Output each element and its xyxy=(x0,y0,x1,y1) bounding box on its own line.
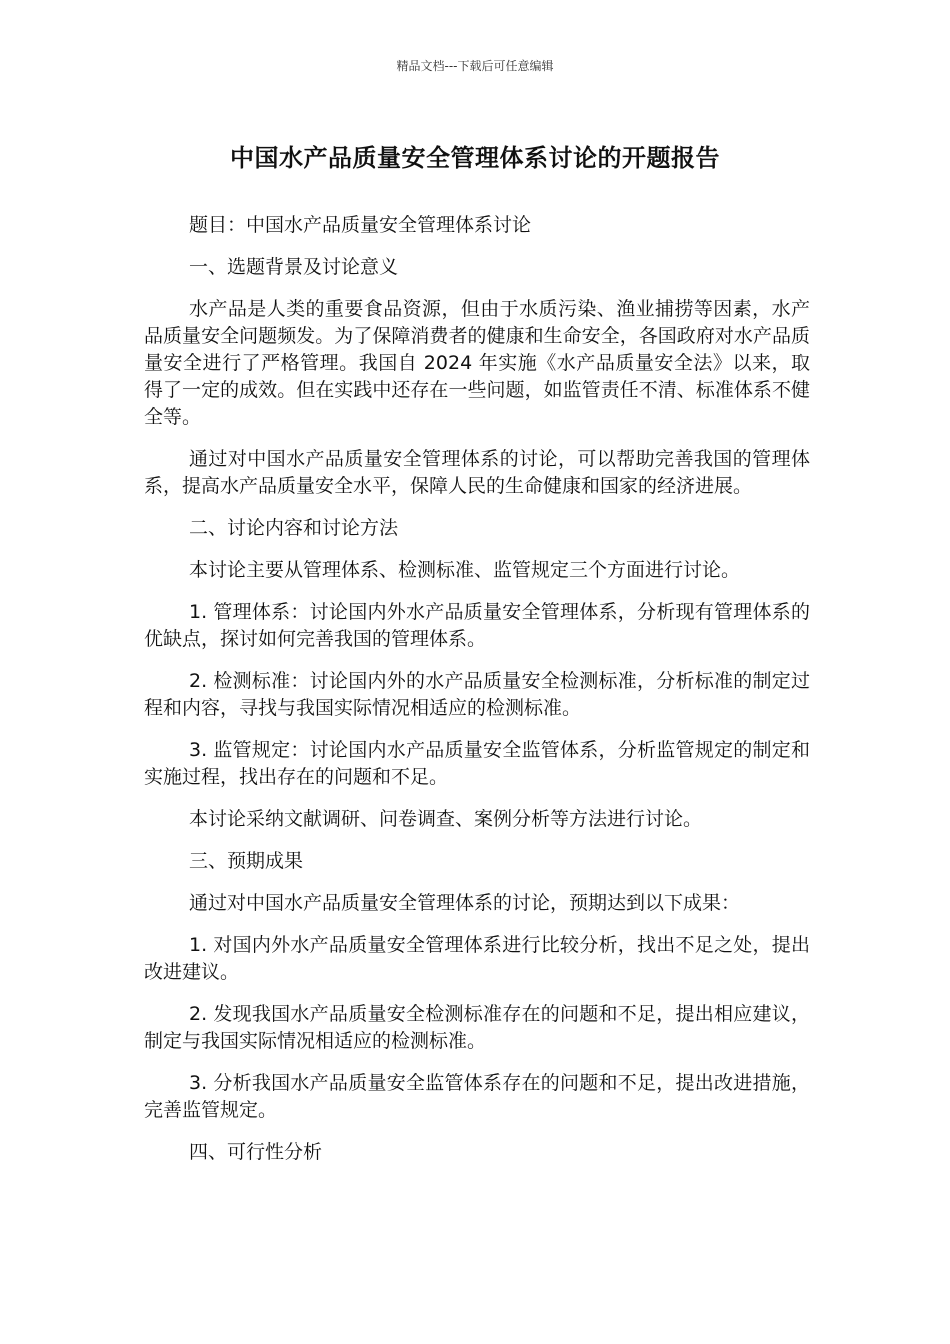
paragraph: 本讨论主要从管理体系、检测标准、监管规定三个方面进行讨论。 xyxy=(189,559,741,581)
page-header: 精品文档---下载后可任意编辑 xyxy=(396,59,554,73)
section-heading-1: 一、选题背景及讨论意义 xyxy=(189,256,399,278)
list-item: 1. 对国内外水产品质量安全管理体系进行比较分析，找出不足之处，提出改进建议。 xyxy=(144,934,810,983)
list-item: 2. 检测标准：讨论国内外的水产品质量安全检测标准，分析标准的制定过程和内容，寻找与我国实际情况相适应的检测标准。 xyxy=(144,670,810,719)
list-item: 1. 管理体系：讨论国内外水产品质量安全管理体系，分析现有管理体系的优缺点，探讨如何完善我国的管理体系。 xyxy=(144,601,810,650)
paragraph: 通过对中国水产品质量安全管理体系的讨论，预期达到以下成果： xyxy=(189,892,741,914)
paragraph: 本讨论采纳文献调研、问卷调查、案例分析等方法进行讨论。 xyxy=(189,808,703,830)
paragraph: 通过对中国水产品质量安全管理体系的讨论，可以帮助完善我国的管理体系，提高水产品质量安全水平，保障人民的生命健康和国家的经济进展。 xyxy=(144,448,810,497)
document-title: 中国水产品质量安全管理体系讨论的开题报告 xyxy=(230,144,720,172)
subject-line: 题目：中国水产品质量安全管理体系讨论 xyxy=(189,214,532,236)
paragraph: 水产品是人类的重要食品资源，但由于水质污染、渔业捕捞等因素，水产品质量安全问题频发。为了保障消费者的健康和生命安全，各国政府对水产品质量安全进行了严格管理。我国自 2024 年实施《水产品质量安全法》以来，取得了一定的成效。但在实践中还存在一些问题，如监管责任不清、标准体系不健全等。 xyxy=(144,298,810,428)
section-heading-2: 二、讨论内容和讨论方法 xyxy=(189,517,399,539)
section-heading-4: 四、可行性分析 xyxy=(189,1141,323,1163)
document-body xyxy=(144,212,810,1181)
list-item: 3. 分析我国水产品质量安全监管体系存在的问题和不足，提出改进措施，完善监管规定。 xyxy=(144,1072,810,1121)
list-item: 3. 监管规定：讨论国内水产品质量安全监管体系，分析监管规定的制定和实施过程，找出存在的问题和不足。 xyxy=(144,739,810,788)
section-heading-3: 三、预期成果 xyxy=(189,850,304,872)
list-item: 2. 发现我国水产品质量安全检测标准存在的问题和不足，提出相应建议，制定与我国实际情况相适应的检测标准。 xyxy=(144,1003,810,1052)
